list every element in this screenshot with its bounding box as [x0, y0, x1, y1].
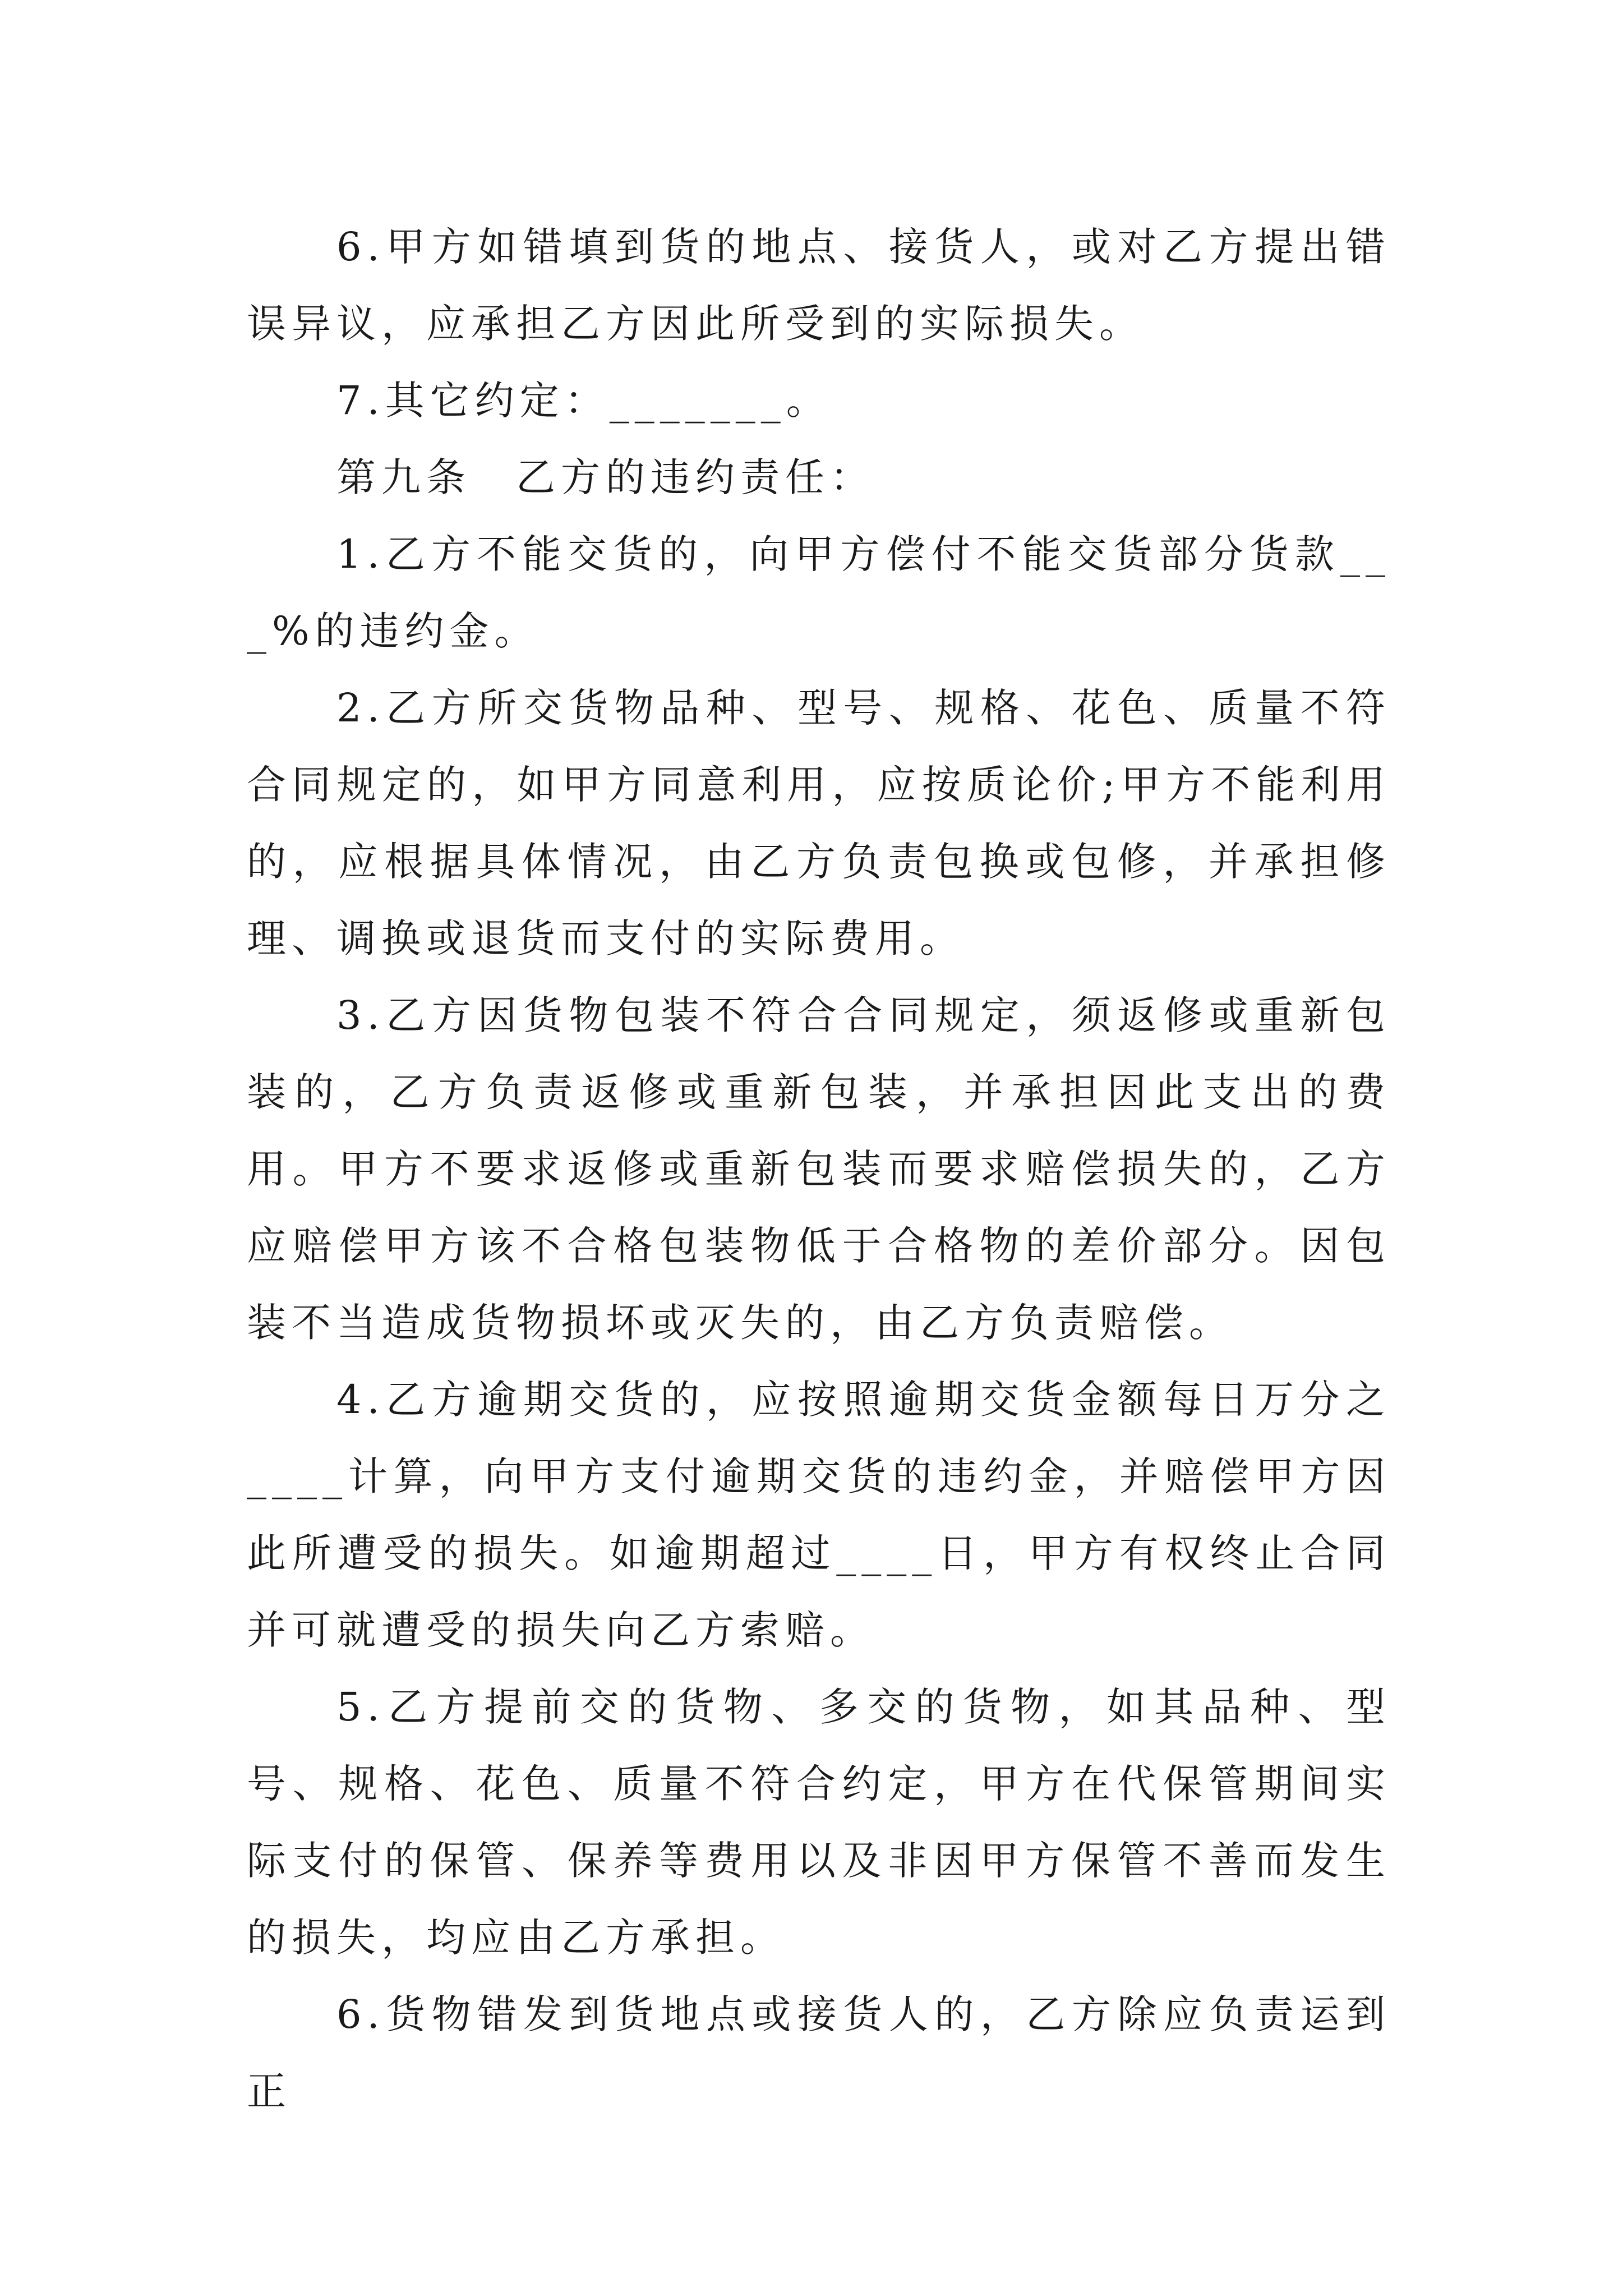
paragraph-clause-2: 2.乙方所交货物品种、型号、规格、花色、质量不符合同规定的，如甲方同意利用，应按质论价;甲方不能利用的，应根据具体情况，由乙方负责包换或包修，并承担修理、调换或退货而支付的实际费用。	[247, 685, 1391, 961]
paragraph-clause-6-party-a: 6.甲方如错填到货的地点、接货人，或对乙方提出错误异议，应承担乙方因此所受到的实际损失。	[247, 224, 1391, 347]
paragraph-clause-7-other: 7.其它约定：_______。	[336, 378, 831, 424]
article-heading: 第九条 乙方的违约责任：	[336, 454, 875, 500]
document-body	[247, 209, 1391, 2130]
paragraph-clause-5: 5.乙方提前交的货物、多交的货物，如其品种、型号、规格、花色、质量不符合约定，甲方在代保管期间实际支付的保管、保养等费用以及非因甲方保管不善而发生的损失，均应由乙方承担。	[247, 1684, 1391, 1961]
paragraph-clause-6-party-b: 6.货物错发到货地点或接货人的，乙方除应负责运到正	[247, 1991, 1391, 2114]
paragraph-clause-1: 1.乙方不能交货的，向甲方偿付不能交货部分货款___%的违约金。	[247, 531, 1391, 654]
paragraph-clause-4: 4.乙方逾期交货的，应按照逾期交货金额每日万分之____计算，向甲方支付逾期交货的违约金，并赔偿甲方因此所遭受的损失。如逾期超过____日，甲方有权终止合同并可就遭受的损失向乙方索赔。	[247, 1377, 1391, 1653]
paragraph-clause-3: 3.乙方因货物包装不符合合同规定，须返修或重新包装的，乙方负责返修或重新包装，并承担因此支出的费用。甲方不要求返修或重新包装而要求赔偿损失的，乙方应赔偿甲方该不合格包装物低于合格物的差价部分。因包装不当造成货物损坏或灭失的，由乙方负责赔偿。	[247, 992, 1391, 1346]
